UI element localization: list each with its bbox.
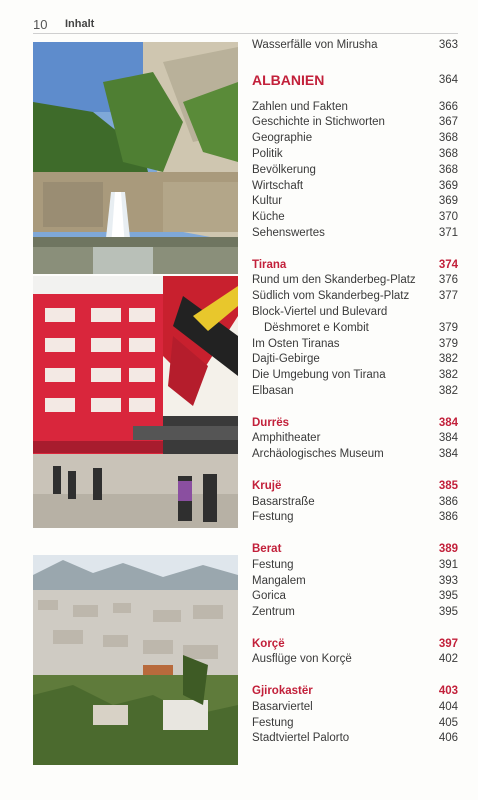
toc-entry xyxy=(252,652,458,668)
toc-spacer xyxy=(252,668,458,684)
toc-spacer xyxy=(252,90,458,100)
toc-entry-title: Mangalem xyxy=(252,574,306,587)
toc-entry-title: Block-Viertel und Bulevard xyxy=(252,305,388,318)
toc-entry-title: Gjirokastër xyxy=(252,685,313,698)
toc-entry-title: Festung xyxy=(252,558,294,571)
toc-entry-page: 385 xyxy=(438,479,458,492)
toc-entry-title: Kultur xyxy=(252,195,283,208)
toc-entry-title: Dëshmoret e Kombit xyxy=(264,321,369,334)
toc-entry xyxy=(252,131,458,147)
toc-entry xyxy=(252,352,458,368)
toc-entry-title: Wirtschaft xyxy=(252,179,304,192)
toc-entry xyxy=(252,368,458,384)
toc-entry-page: 402 xyxy=(438,653,458,666)
toc-entry-title: Südlich vom Skanderbeg-Platz xyxy=(252,290,410,303)
toc-entry-title: Küche xyxy=(252,211,285,224)
toc-entry-title: Geschichte in Stichworten xyxy=(252,116,385,129)
toc-entry-page: 379 xyxy=(438,321,458,334)
toc-entry xyxy=(252,337,458,353)
toc-entry xyxy=(252,179,458,195)
toc-entry-page: 382 xyxy=(438,369,458,382)
toc-entry-title: Korçë xyxy=(252,637,285,650)
table-of-contents xyxy=(252,38,458,747)
toc-entry-title: Ausflüge von Korçë xyxy=(252,653,352,666)
toc-entry xyxy=(252,605,458,621)
tirana-buildings-photo xyxy=(33,276,238,528)
toc-entry xyxy=(252,589,458,605)
toc-entry-page: 379 xyxy=(438,337,458,350)
toc-chapter xyxy=(252,70,458,90)
toc-section-heading xyxy=(252,684,458,700)
toc-entry-page: 386 xyxy=(438,511,458,524)
toc-entry-page: 370 xyxy=(438,211,458,224)
toc-entry xyxy=(252,289,458,305)
toc-entry xyxy=(252,210,458,226)
toc-entry-title: Zentrum xyxy=(252,606,295,619)
toc-entry xyxy=(252,163,458,179)
toc-entry-page: 403 xyxy=(438,685,458,698)
toc-spacer xyxy=(252,54,458,70)
toc-entry-page: 376 xyxy=(438,274,458,287)
page-number: 10 xyxy=(33,17,48,32)
toc-entry-page: 364 xyxy=(438,73,458,86)
toc-entry-page: 367 xyxy=(438,116,458,129)
toc-entry-title: Sehenswertes xyxy=(252,226,325,239)
toc-entry xyxy=(252,700,458,716)
section-label: Inhalt xyxy=(65,18,95,30)
toc-entry-page: 395 xyxy=(438,606,458,619)
toc-entry-title: Stadtviertel Palorto xyxy=(252,732,350,745)
toc-entry-title: ALBANIEN xyxy=(252,71,325,88)
toc-entry xyxy=(252,716,458,732)
toc-section-heading xyxy=(252,479,458,495)
toc-entry-title: Politik xyxy=(252,147,283,160)
toc-section-heading xyxy=(252,258,458,274)
toc-entry-title: Elbasan xyxy=(252,384,294,397)
toc-entry-page: 369 xyxy=(438,179,458,192)
toc-entry xyxy=(252,384,458,400)
toc-entry-page: 389 xyxy=(438,542,458,555)
toc-entry-page: 405 xyxy=(438,716,458,729)
toc-entry-page: 397 xyxy=(438,637,458,650)
toc-entry xyxy=(252,273,458,289)
toc-entry-page: 395 xyxy=(438,590,458,603)
toc-entry xyxy=(252,38,458,54)
toc-entry-page: 369 xyxy=(438,195,458,208)
toc-entry-page: 368 xyxy=(438,147,458,160)
toc-entry xyxy=(252,574,458,590)
toc-entry-title: Rund um den Skanderbeg-Platz xyxy=(252,274,416,287)
toc-spacer xyxy=(252,621,458,637)
toc-entry-page: 393 xyxy=(438,574,458,587)
page-header xyxy=(33,17,458,34)
toc-entry-title: Festung xyxy=(252,511,294,524)
toc-entry-title: Festung xyxy=(252,716,294,729)
toc-entry-page: 368 xyxy=(438,132,458,145)
toc-entry-title: Wasserfälle von Mirusha xyxy=(252,39,378,51)
toc-spacer xyxy=(252,463,458,479)
toc-entry-page: 384 xyxy=(438,448,458,461)
toc-entry xyxy=(252,100,458,116)
toc-entry xyxy=(252,194,458,210)
toc-entry-title: Dajti-Gebirge xyxy=(252,353,320,366)
berat-panorama-photo xyxy=(33,555,238,765)
toc-entry xyxy=(252,431,458,447)
toc-spacer xyxy=(252,526,458,542)
toc-section-heading xyxy=(252,542,458,558)
toc-entry-title: Im Osten Tiranas xyxy=(252,337,340,350)
toc-entry-page: 363 xyxy=(438,39,458,51)
toc-section-heading xyxy=(252,416,458,432)
toc-entry-page: 386 xyxy=(438,495,458,508)
toc-entry-page: 406 xyxy=(438,732,458,745)
toc-entry-page: 382 xyxy=(438,384,458,397)
toc-entry xyxy=(252,321,458,337)
toc-entry-title: Durrës xyxy=(252,416,290,429)
toc-entry-page: 366 xyxy=(438,100,458,113)
toc-entry xyxy=(252,115,458,131)
toc-spacer xyxy=(252,242,458,258)
toc-entry xyxy=(252,731,458,747)
toc-entry xyxy=(252,226,458,242)
toc-entry-page: 371 xyxy=(438,226,458,239)
toc-entry-title: Geographie xyxy=(252,132,313,145)
toc-entry-title: Krujë xyxy=(252,479,282,492)
toc-entry-page: 384 xyxy=(438,432,458,445)
toc-entry-title: Zahlen und Fakten xyxy=(252,100,348,113)
toc-entry-title: Tirana xyxy=(252,258,287,271)
toc-entry-title: Archäologisches Museum xyxy=(252,448,384,461)
toc-entry xyxy=(252,558,458,574)
waterfall-photo xyxy=(33,42,238,274)
toc-entry xyxy=(252,447,458,463)
toc-entry-page: 374 xyxy=(438,258,458,271)
toc-entry-page: 377 xyxy=(438,290,458,303)
toc-entry-page: 382 xyxy=(438,353,458,366)
toc-entry-title: Bevölkerung xyxy=(252,163,316,176)
toc-section-heading xyxy=(252,637,458,653)
toc-entry-title: Gorica xyxy=(252,590,286,603)
toc-entry-page: 391 xyxy=(438,558,458,571)
toc-entry-title: Basarstraße xyxy=(252,495,315,508)
toc-entry xyxy=(252,510,458,526)
toc-spacer xyxy=(252,400,458,416)
toc-entry xyxy=(252,147,458,163)
toc-entry-title: Basarviertel xyxy=(252,700,313,713)
toc-entry-page: 404 xyxy=(438,700,458,713)
toc-entry-page: 368 xyxy=(438,163,458,176)
toc-entry-title: Die Umgebung von Tirana xyxy=(252,369,386,382)
toc-entry-page: 384 xyxy=(438,416,458,429)
toc-entry-title: Berat xyxy=(252,542,282,555)
toc-entry-title: Amphitheater xyxy=(252,432,321,445)
toc-entry xyxy=(252,305,458,321)
toc-entry xyxy=(252,495,458,511)
